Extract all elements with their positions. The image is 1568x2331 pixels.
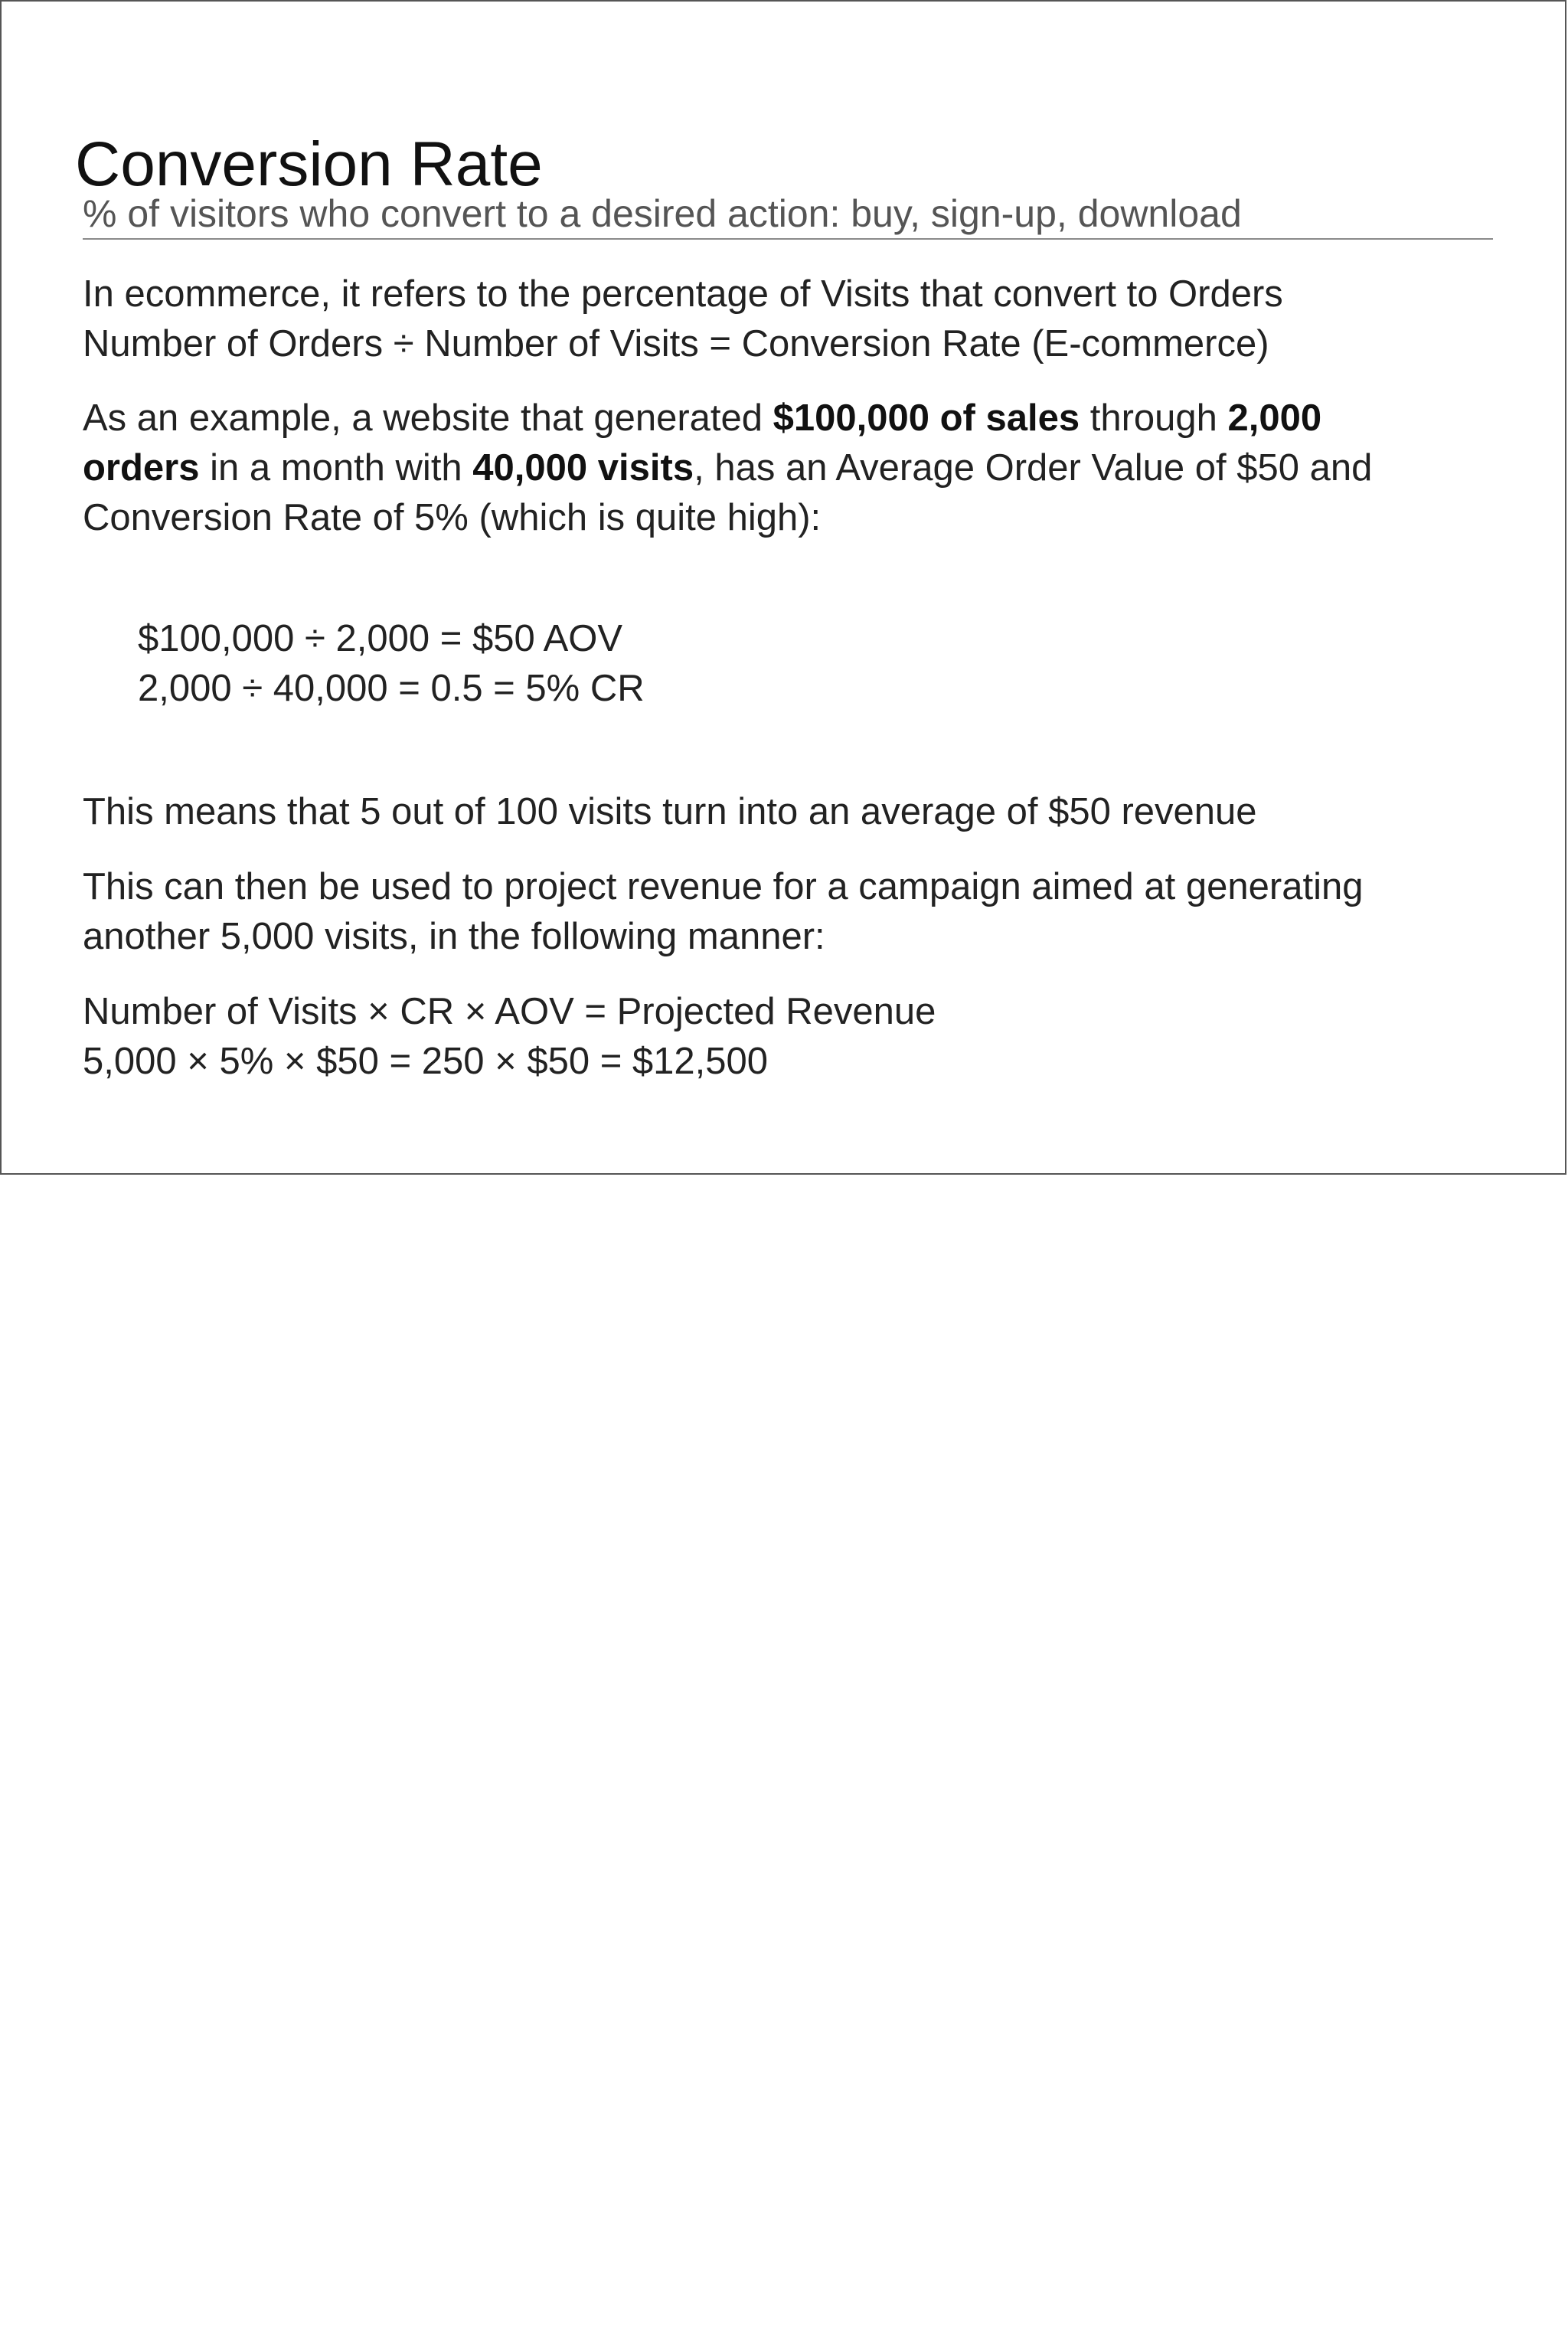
formula-line-1: Number of Visits × CR × AOV = Projected Revenue xyxy=(83,991,936,1032)
calc-aov: $100,000 ÷ 2,000 = $50 AOV xyxy=(138,618,623,659)
example-line-1 xyxy=(83,394,1321,443)
example-bold-sales: $100,000 of sales xyxy=(773,397,1080,439)
example-text-1: As an example, a website that generated xyxy=(83,397,773,439)
example-text-2: through xyxy=(1080,397,1228,439)
title-divider xyxy=(83,238,1493,240)
example-text-4: , has an Average Order Value of $50 and xyxy=(694,447,1373,489)
example-line-2 xyxy=(83,443,1372,493)
example-text-3: in a month with xyxy=(199,447,473,489)
meaning-line: This means that 5 out of 100 visits turn into an average of $50 revenue xyxy=(83,791,1257,832)
example-bold-visits: 40,000 visits xyxy=(472,447,694,489)
calc-cr: 2,000 ÷ 40,000 = 0.5 = 5% CR xyxy=(138,668,645,709)
definition-line-2: Number of Orders ÷ Number of Visits = Conversion Rate (E-commerce) xyxy=(83,323,1269,365)
definition-line-1: In ecommerce, it refers to the percentage of Visits that convert to Orders xyxy=(83,273,1283,315)
example-bold-orders: orders xyxy=(83,447,200,489)
example-line-3: Conversion Rate of 5% (which is quite high): xyxy=(83,497,822,538)
projection-line-2: another 5,000 visits, in the following manner: xyxy=(83,916,825,957)
slide-subtitle: % of visitors who convert to a desired action: buy, sign-up, download xyxy=(83,192,1242,235)
formula-line-2: 5,000 × 5% × $50 = 250 × $50 = $12,500 xyxy=(83,1041,769,1082)
projection-line-1: This can then be used to project revenue for a campaign aimed at generating xyxy=(83,866,1364,907)
slide-title: Conversion Rate xyxy=(75,129,543,199)
example-bold-orders-count: 2,000 xyxy=(1227,397,1322,439)
